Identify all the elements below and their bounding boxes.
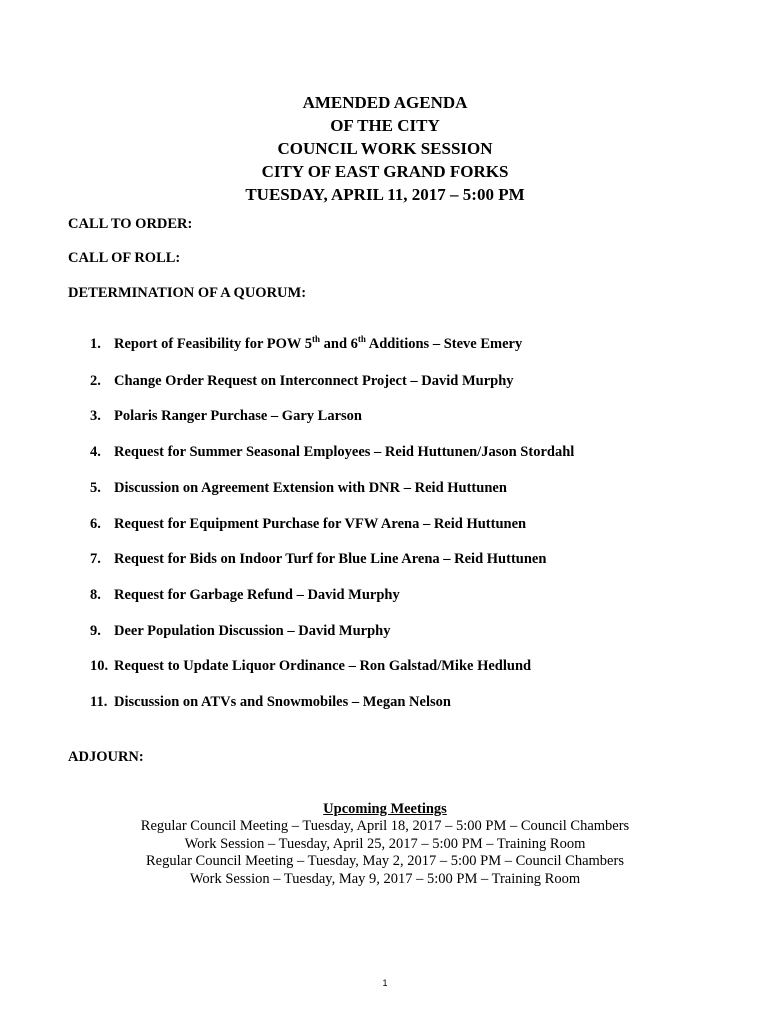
superscript: th bbox=[357, 334, 366, 345]
upcoming-meetings bbox=[0, 801, 770, 888]
agenda-item-number: 3. bbox=[90, 408, 101, 424]
agenda-item-text: Request to Update Liquor Ordinance – Ron Galstad/Mike Hedlund bbox=[114, 658, 532, 674]
upcoming-meetings-heading: Upcoming Meetings bbox=[323, 801, 447, 817]
agenda-item bbox=[90, 480, 507, 497]
agenda-item-text: Discussion on Agreement Extension with DNR – Reid Huttunen bbox=[114, 480, 507, 496]
agenda-item-number: 5. bbox=[90, 480, 101, 496]
agenda-item-number: 4. bbox=[90, 444, 101, 460]
superscript: th bbox=[312, 334, 321, 345]
agenda-item bbox=[90, 551, 546, 568]
agenda-title bbox=[0, 91, 770, 206]
agenda-item-text: Discussion on ATVs and Snowmobiles – Megan Nelson bbox=[114, 694, 451, 710]
agenda-item bbox=[90, 444, 574, 461]
meeting-line: Work Session – Tuesday, May 9, 2017 – 5:00 PM – Training Room bbox=[189, 870, 581, 887]
agenda-item bbox=[90, 373, 514, 390]
agenda-item-text: Request for Equipment Purchase for VFW Arena – Reid Huttunen bbox=[114, 516, 527, 532]
agenda-item bbox=[90, 408, 362, 425]
agenda-item-text: Request for Summer Seasonal Employees – Reid Huttunen/Jason Stordahl bbox=[114, 444, 575, 460]
meeting-line: Regular Council Meeting – Tuesday, April 18, 2017 – 5:00 PM – Council Chambers bbox=[140, 818, 630, 834]
agenda-item bbox=[90, 658, 531, 675]
agenda-item-text: Change Order Request on Interconnect Project – David Murphy bbox=[114, 373, 514, 389]
agenda-item-number: 1. bbox=[90, 336, 101, 352]
title-line: OF THE CITY bbox=[330, 116, 440, 135]
title-line: CITY OF EAST GRAND FORKS bbox=[261, 162, 509, 181]
page-number: 1 bbox=[382, 978, 388, 988]
agenda-item-text: and 6 bbox=[320, 336, 358, 352]
agenda-item-number: 2. bbox=[90, 373, 101, 389]
agenda-item-number: 7. bbox=[90, 551, 101, 567]
title-line: COUNCIL WORK SESSION bbox=[277, 139, 493, 158]
agenda-item-text: Additions – Steve Emery bbox=[365, 336, 523, 352]
agenda-item-number: 11. bbox=[90, 694, 108, 710]
agenda-item-text: Request for Bids on Indoor Turf for Blue Line Arena – Reid Huttunen bbox=[114, 551, 547, 567]
agenda-item-number: 6. bbox=[90, 516, 101, 532]
agenda-item-number: 9. bbox=[90, 623, 101, 639]
agenda-item-text: Deer Population Discussion – David Murphy bbox=[114, 623, 391, 639]
agenda-item bbox=[90, 623, 390, 640]
title-line: AMENDED AGENDA bbox=[302, 93, 468, 112]
agenda-item-number: 8. bbox=[90, 587, 101, 603]
title-line: TUESDAY, APRIL 11, 2017 – 5:00 PM bbox=[245, 185, 525, 204]
agenda-item bbox=[90, 694, 451, 711]
meeting-line: Work Session – Tuesday, April 25, 2017 – 5:00 PM – Training Room bbox=[184, 835, 586, 852]
call-of-roll-heading: CALL OF ROLL: bbox=[68, 250, 181, 266]
agenda-item-text: Request for Garbage Refund – David Murphy bbox=[114, 587, 400, 603]
quorum-heading: DETERMINATION OF A QUORUM: bbox=[68, 285, 307, 301]
adjourn-heading: ADJOURN: bbox=[68, 749, 144, 765]
agenda-item bbox=[90, 336, 522, 353]
agenda-item bbox=[90, 516, 526, 533]
agenda-item-text: Report of Feasibility for POW 5 bbox=[114, 336, 313, 352]
call-to-order-heading: CALL TO ORDER: bbox=[68, 216, 193, 232]
agenda-item-text: Polaris Ranger Purchase – Gary Larson bbox=[114, 408, 362, 424]
agenda-item-number: 10. bbox=[90, 658, 109, 674]
meeting-line: Regular Council Meeting – Tuesday, May 2, 2017 – 5:00 PM – Council Chambers bbox=[146, 853, 624, 869]
agenda-item bbox=[90, 587, 400, 604]
